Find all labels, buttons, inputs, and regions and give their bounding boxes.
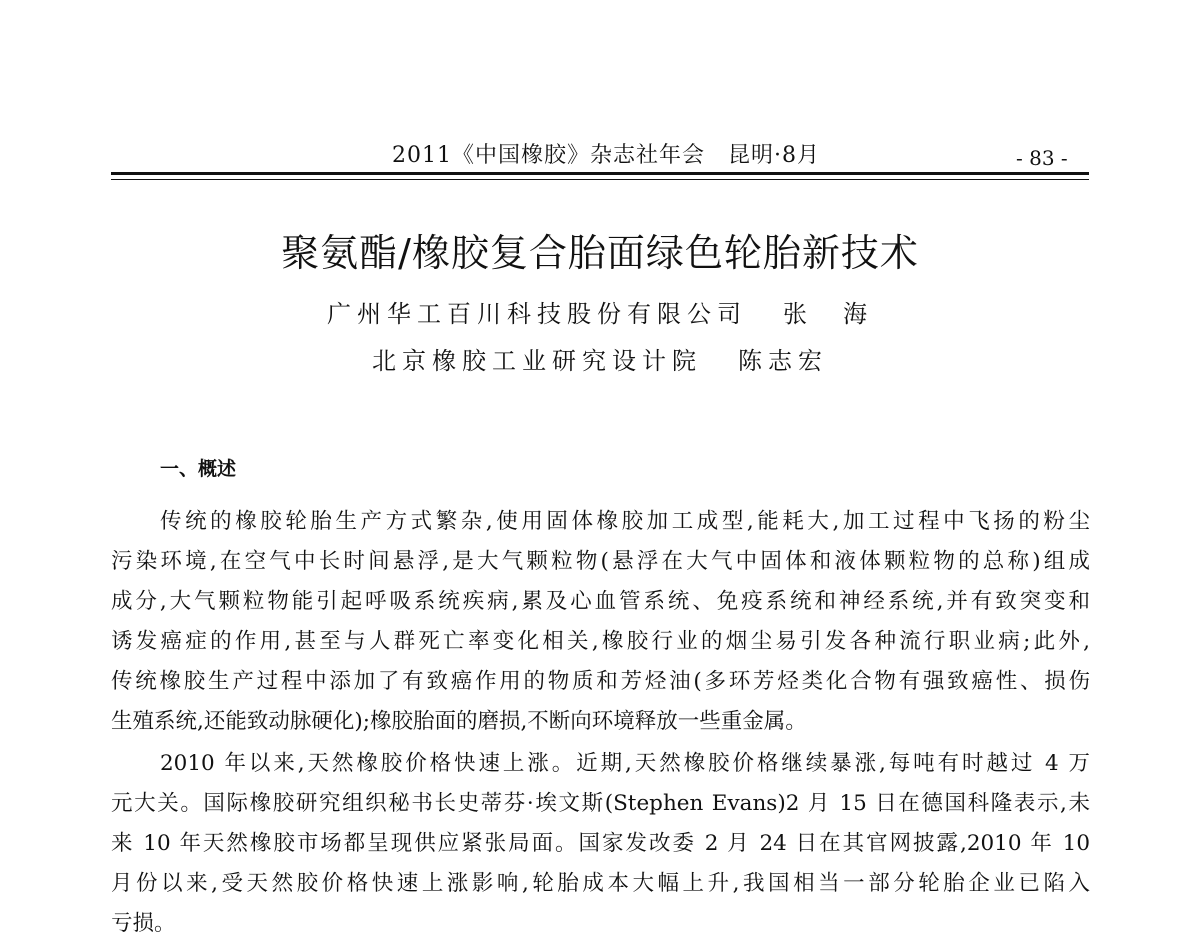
article-title: 聚氨酯/橡胶复合胎面绿色轮胎新技术 (281, 231, 919, 275)
paragraph-line: 传统的橡胶轮胎生产方式繁杂,使用固体橡胶加工成型,能耗大,加工过程中飞扬的粉尘 (160, 509, 1090, 534)
paragraph-line: 诱发癌症的作用,甚至与人群死亡率变化相关,橡胶行业的烟尘易引发各种流行职业病;此外, (111, 629, 1090, 654)
running-head: 2011《中国橡胶》杂志社年会 昆明·8月 (392, 143, 820, 168)
paragraph-line: 成分,大气颗粒物能引起呼吸系统疾病,累及心血管系统、免疫系统和神经系统,并有致突变和 (111, 589, 1090, 614)
author-name: 陈志宏 (738, 347, 828, 375)
paragraph-line: 2010 年以来,天然橡胶价格快速上涨。近期,天然橡胶价格继续暴涨,每吨有时越过 4 万 (160, 751, 1090, 776)
paragraph-line: 月份以来,受天然胶价格快速上涨影响,轮胎成本大幅上升,我国相当一部分轮胎企业已陷入 (111, 871, 1090, 896)
paragraph-line: 传统橡胶生产过程中添加了有致癌作用的物质和芳烃油(多环芳烃类化合物有强致癌性、损伤 (111, 669, 1090, 694)
page-number: - 83 - (1016, 146, 1068, 170)
author-line (0, 294, 1200, 329)
author-affiliation: 北京橡胶工业研究设计院 (372, 347, 702, 375)
author-name: 张 海 (783, 300, 873, 328)
author-affiliation: 广州华工百川科技股份有限公司 (327, 300, 747, 328)
header-rule-thick (111, 172, 1089, 175)
paragraph-line: 污染环境,在空气中长时间悬浮,是大气颗粒物(悬浮在大气中固体和液体颗粒物的总称)组成 (111, 549, 1090, 574)
section-heading: 一、概述 (160, 458, 237, 480)
header-rule-thin (111, 179, 1089, 180)
paragraph-line: 亏损。 (111, 911, 176, 936)
author-line (0, 341, 1200, 376)
paragraph-line: 生殖系统,还能致动脉硬化);橡胶胎面的磨损,不断向环境释放一些重金属。 (111, 709, 807, 734)
paragraph-line: 元大关。国际橡胶研究组织秘书长史蒂芬·埃文斯(Stephen Evans)2 月 15 日在德国科隆表示,未 (111, 791, 1090, 816)
paragraph-line: 来 10 年天然橡胶市场都呈现供应紧张局面。国家发改委 2 月 24 日在其官网披露,2010 年 10 (111, 831, 1090, 856)
